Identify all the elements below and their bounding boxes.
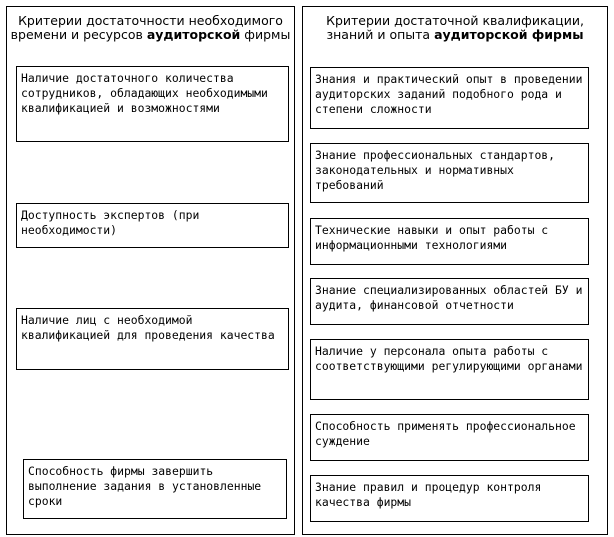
- left-column-title: [7, 14, 294, 42]
- right-column-title: [303, 14, 607, 42]
- left-criterion-box: Наличие достаточного количества сотрудников, обладающих необходимыми квалификацией и возможностями: [16, 66, 289, 142]
- right-criterion-box: Знания и практический опыт в проведении аудиторских заданий подобного рода и степени сложности: [310, 67, 589, 129]
- right-title-bold-text: аудиторской фирмы: [434, 27, 584, 42]
- left-title-text: Критерии достаточности необходимого времени и ресурсов: [10, 13, 283, 42]
- right-criterion-box: Технические навыки и опыт работы с информационными технологиями: [310, 218, 589, 265]
- left-criterion-box: Наличие лиц с необходимой квалификацией для проведения качества: [16, 308, 289, 370]
- right-criterion-box: Знание профессиональных стандартов, законодательных и нормативных требований: [310, 143, 589, 203]
- right-title-text: Критерии достаточной квалификации, знаний и опыта: [326, 13, 584, 42]
- left-title-bold-text: аудиторской: [146, 27, 241, 42]
- right-criterion-box: Знание правил и процедур контроля качества фирмы: [310, 475, 589, 522]
- right-criterion-box: Знание специализированных областей БУ и аудита, финансовой отчетности: [310, 278, 589, 325]
- left-title-tail-text: фирмы: [240, 27, 291, 42]
- right-criterion-box: Наличие у персонала опыта работы с соответствующими регулирующими органами: [310, 339, 589, 400]
- right-criteria-column: [302, 6, 608, 535]
- left-criterion-box: Доступность экспертов (при необходимости): [16, 203, 289, 248]
- left-criteria-column: [6, 6, 295, 535]
- right-criterion-box: Способность применять профессиональное суждение: [310, 414, 589, 461]
- left-criterion-box: Способность фирмы завершить выполнение задания в установленные сроки: [23, 459, 287, 519]
